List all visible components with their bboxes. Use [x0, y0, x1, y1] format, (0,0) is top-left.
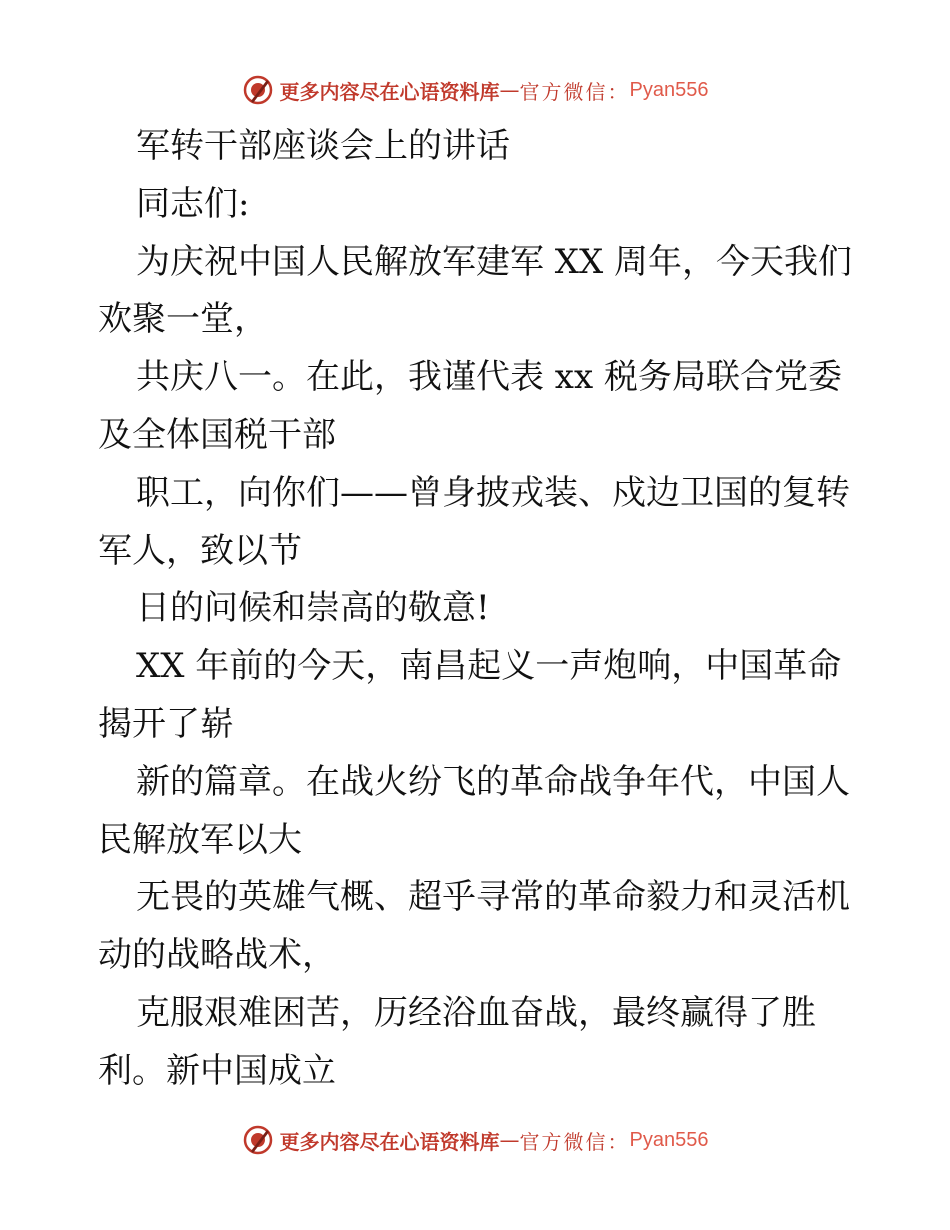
watermark-dash: — [499, 78, 520, 102]
watermark-brand: 更多内容尽在心语资料库 [279, 1129, 500, 1154]
footer-watermark [0, 1120, 950, 1160]
body-line: 新的篇章。在战火纷飞的革命战争年代，中国人 [136, 761, 850, 802]
body-line: 揭开了崭 [98, 703, 234, 744]
body-line: 军人，致以节 [98, 530, 302, 571]
watermark-wechat-id: Pyan556 [629, 1128, 709, 1151]
body-line: 为庆祝中国人民解放军建军 XX 周年，今天我们 [136, 241, 853, 282]
watermark-label: 官方微信： [519, 79, 630, 104]
document-title: 军转干部座谈会上的讲话 [136, 126, 510, 166]
watermark-label: 官方微信： [519, 1129, 630, 1154]
body-line: 及全体国税干部 [98, 414, 336, 455]
body-line: 克服艰难困苦，历经浴血奋战，最终赢得了胜 [136, 992, 816, 1033]
body-line: 动的战略战术， [98, 935, 336, 976]
pen-circle-logo-icon [242, 1124, 274, 1156]
body-line: 民解放军以大 [98, 819, 302, 860]
body-line: 共庆八一。在此，我谨代表 xx 税务局联合党委 [136, 357, 842, 398]
pen-circle-logo-icon [242, 74, 274, 106]
body-line: 利。新中国成立 [98, 1050, 336, 1091]
body-line: 欢聚一堂， [98, 299, 268, 340]
watermark-brand: 更多内容尽在心语资料库 [279, 79, 500, 104]
body-line: 日的问候和崇高的敬意! [136, 588, 490, 629]
watermark-wechat-id: Pyan556 [629, 78, 709, 101]
header-watermark [0, 70, 950, 110]
body-line: XX 年前的今天，南昌起义一声炮响，中国革命 [136, 646, 842, 687]
salutation: 同志们: [136, 183, 250, 224]
document-body [98, 118, 858, 1101]
body-line: 无畏的英雄气概、超乎寻常的革命毅力和灵活机 [136, 877, 850, 918]
watermark-dash: — [499, 1128, 520, 1152]
body-line: 职工，向你们——曾身披戎装、戍边卫国的复转 [136, 472, 850, 513]
